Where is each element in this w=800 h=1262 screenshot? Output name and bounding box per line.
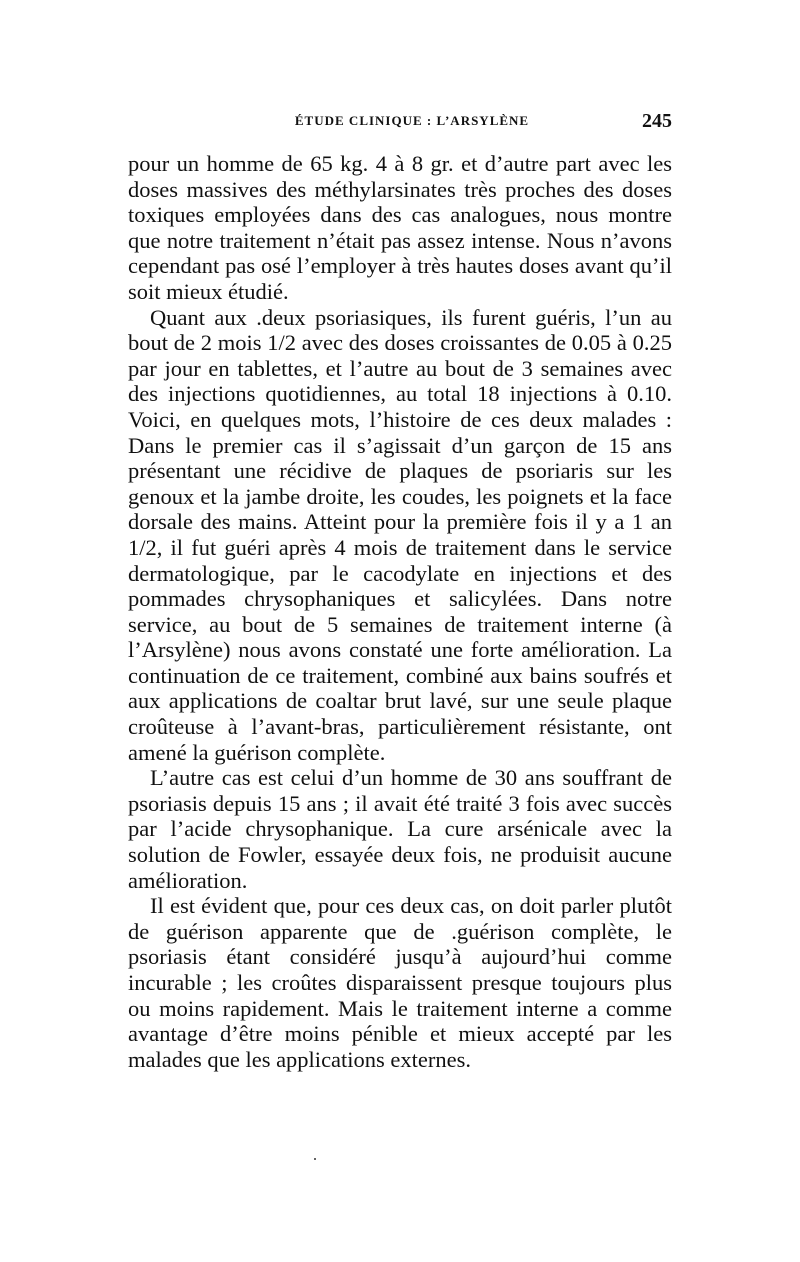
page-number: 245 — [642, 110, 672, 132]
print-speck — [314, 1158, 316, 1160]
paragraph-3: L’autre cas est celui d’un homme de 30 ans souffrant de psoriasis depuis 15 ans ; il avait été traité 3 fois avec succès par l’acide chrysophanique. La cure arsénicale avec la solution de Fowler, essayée deux fois, ne produisit aucune amélioration. — [128, 765, 672, 893]
paragraph-2: Quant aux .deux psoriasiques, ils furent guéris, l’un au bout de 2 mois 1/2 avec des doses croissantes de 0.05 à 0.25 par jour en tablettes, et l’autre au bout de 3 semaines avec des injections quotidiennes, au total 18 injections à 0.10. Voici, en quelques mots, l’histoire de ces deux malades : Dans le premier cas il s’agissait d’un garçon de 15 ans présentant une récidive de plaques de psoriaris sur les genoux et la jambe droite, les coudes, les poignets et la face dorsale des mains. Atteint pour la première fois il y a 1 an 1/2, il fut guéri après 4 mois de traitement dans le service dermatologique, par le cacodylate en injections et des pommades chrysophaniques et salicylées. Dans notre service, au bout de 5 semaines de traitement interne (à l’Arsylène) nous avons constaté une forte amélioration. La continuation de ce traitement, combiné aux bains soufrés et aux applications de coaltar brut lavé, sur une seule plaque croûteuse à l’avant-bras, particulièrement résistante, ont amené la guérison complète. — [128, 304, 672, 765]
running-title: ÉTUDE CLINIQUE : L’ARSYLÈNE — [294, 113, 530, 128]
paragraph-1: pour un homme de 65 kg. 4 à 8 gr. et d’autre part avec les doses massives des méthylarsinates très proches des doses toxiques employées dans des cas analogues, nous montre que notre traitement n’était pas assez intense. Nous n’avons cependant pas osé l’employer à très hautes doses avant qu’il soit mieux étudié. — [128, 151, 672, 304]
body-text — [128, 151, 672, 1072]
paragraph-4: Il est évident que, pour ces deux cas, on doit parler plutôt de guérison apparente que de .guérison complète, le psoriasis étant considéré jusqu’à aujourd’hui comme incurable ; les croûtes disparaissent presque toujours plus ou moins rapidement. Mais le traitement interne a comme avantage d’être moins pénible et mieux accepté par les malades que les applications externes. — [128, 893, 672, 1072]
page-header — [128, 110, 672, 137]
